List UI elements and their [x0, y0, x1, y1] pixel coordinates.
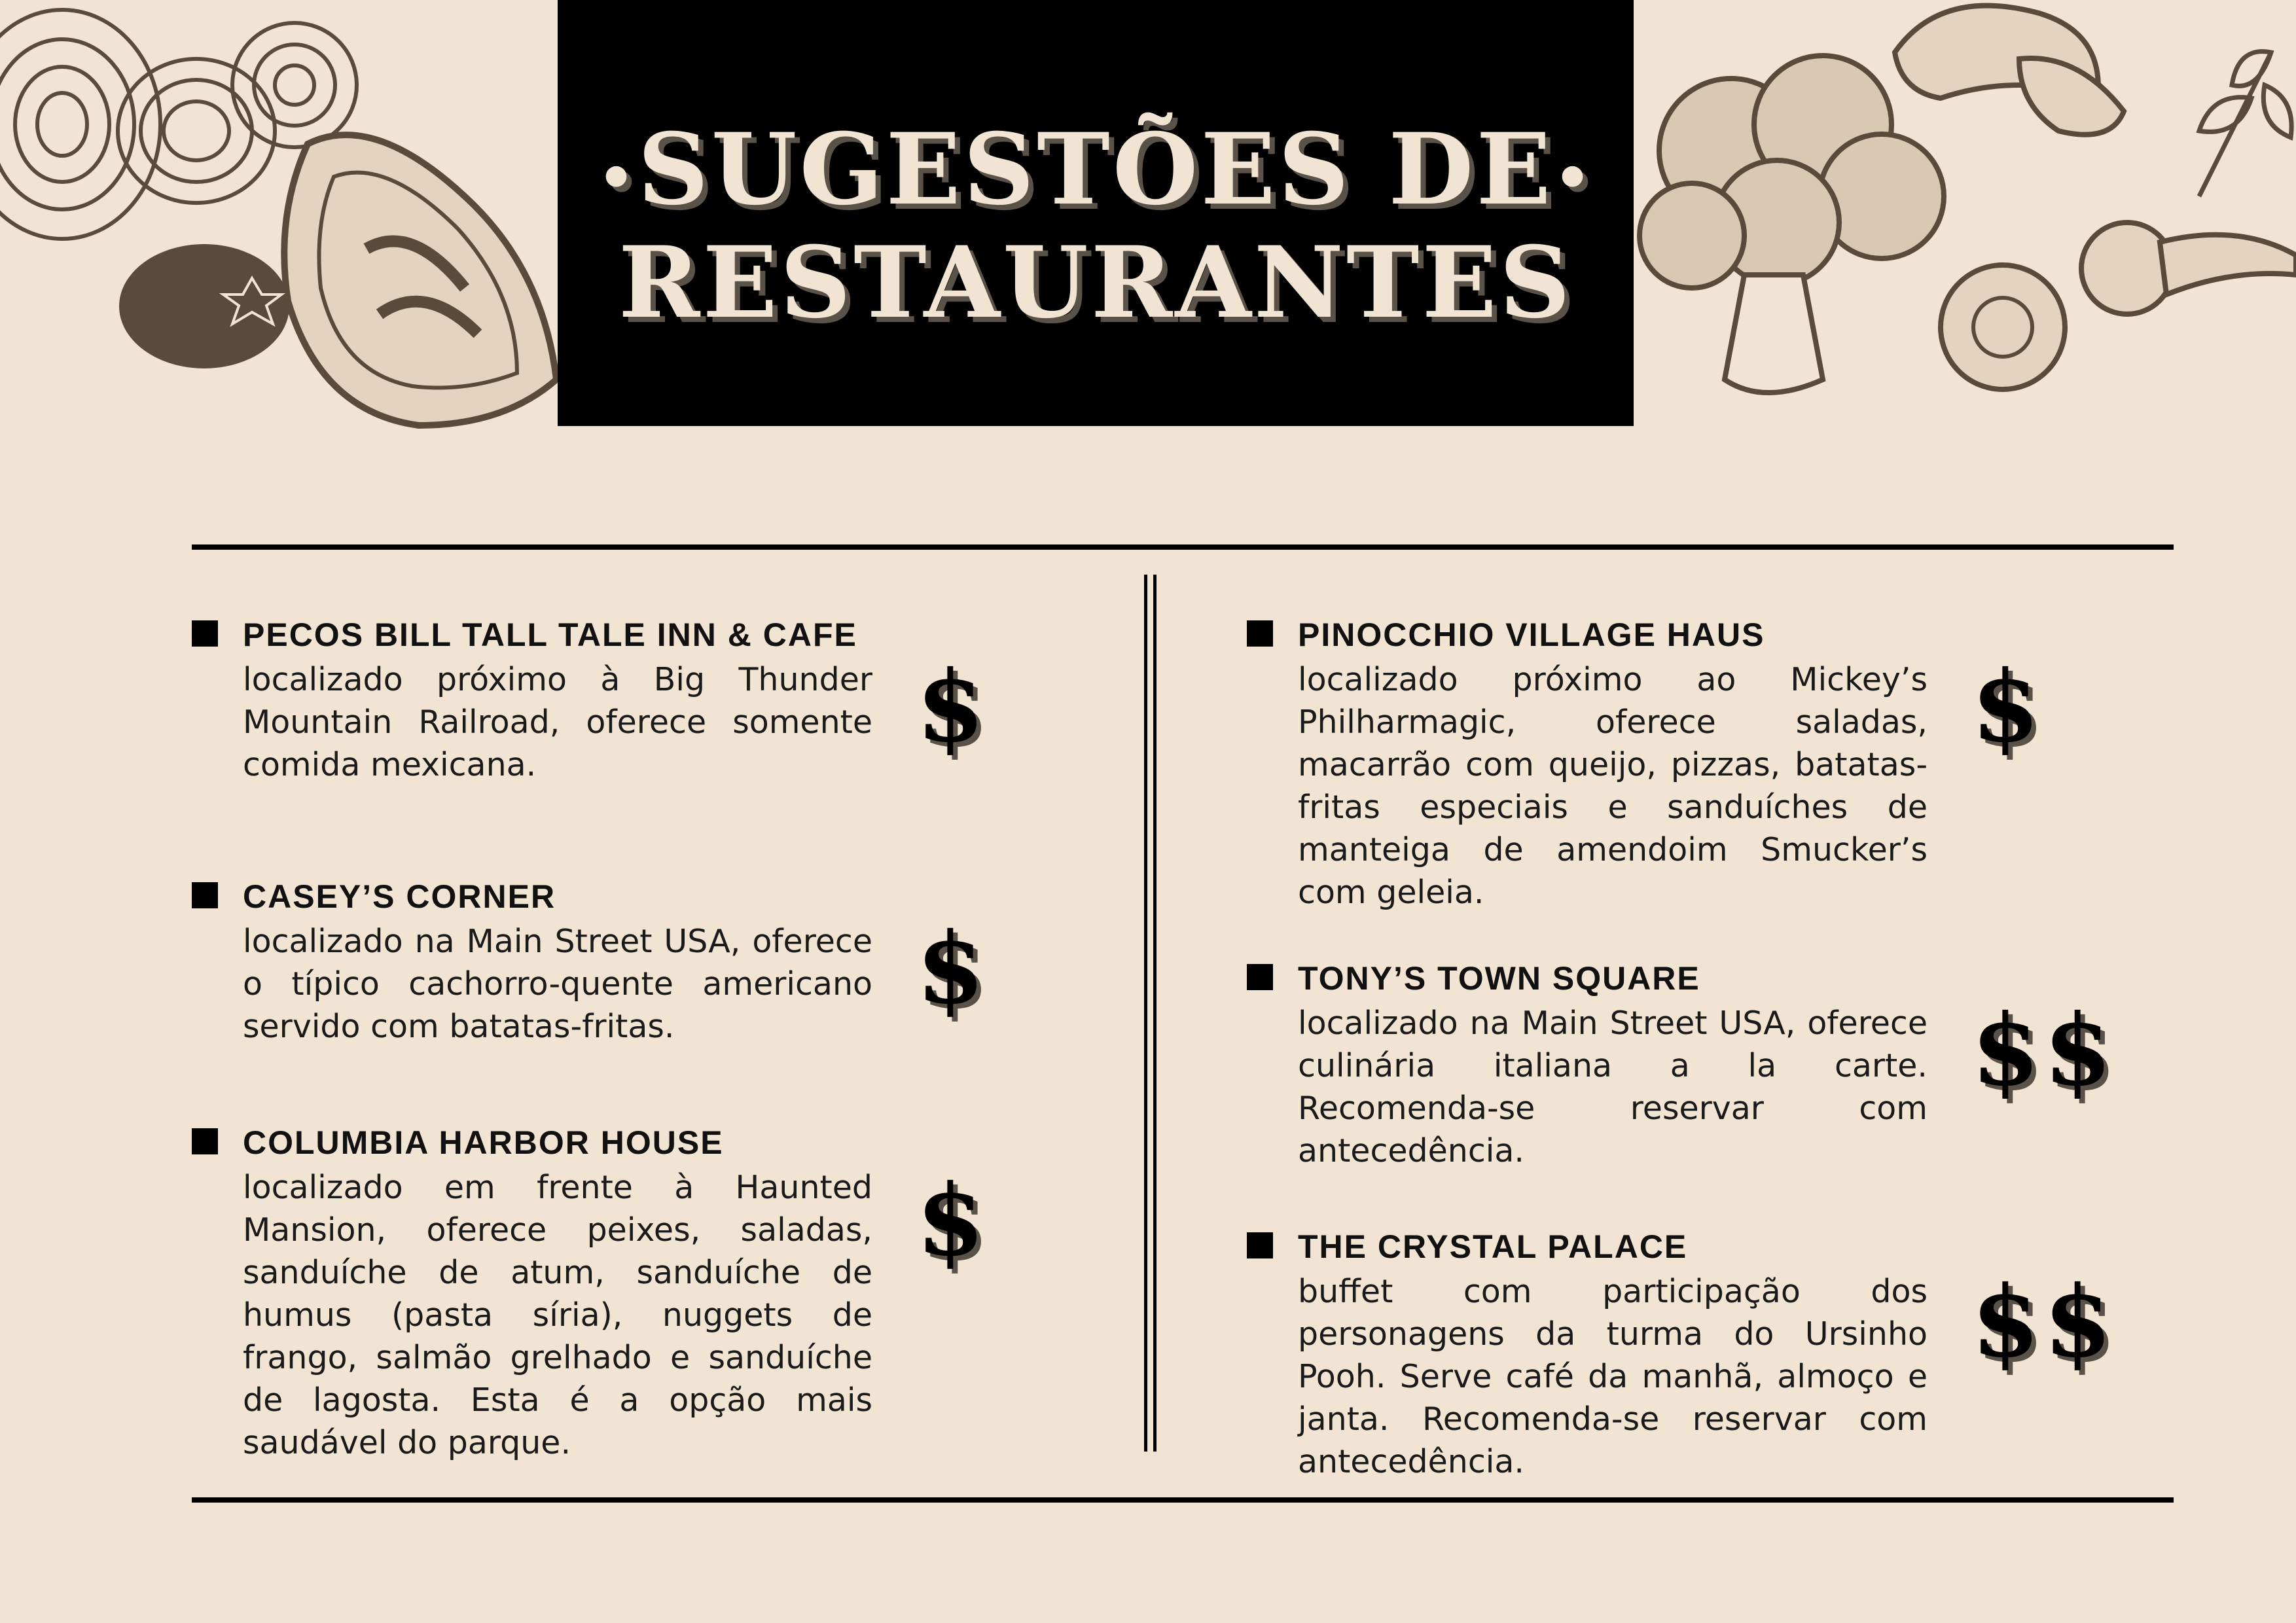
restaurant-description: localizado próximo ao Mickey’s Philharmagic, oferece saladas, macarrão com queijo, pizzas, batatas-fritas especiais e sanduíches de manteiga de amendoim Smucker’s com geleia.	[1298, 661, 1928, 911]
column-divider-left	[1144, 575, 1147, 1452]
title-line-2: RESTAURANTES	[618, 225, 1573, 341]
price-rating: $	[916, 911, 989, 1026]
restaurant-name: CASEY’S CORNER	[243, 878, 556, 915]
chili-pepper-illustration	[1937, 216, 2296, 406]
restaurant-description: localizado na Main Street USA, oferece culinária italiana a la carte. Recomenda-se reservar com antecedência.	[1298, 1005, 1928, 1169]
bullet-square	[192, 882, 218, 908]
restaurant-description: localizado em frente à Haunted Mansion, oferece peixes, saladas, sanduíche de atum, sanduíche de humus (pasta síria), nuggets de frango, salmão grelhado e sanduíche de lagosta. Esta é a opção mais saudável do parque.	[243, 1169, 872, 1461]
restaurant-name: TONY’S TOWN SQUARE	[1298, 960, 1700, 997]
bullet-square	[1247, 620, 1273, 647]
restaurant-name: PINOCCHIO VILLAGE HAUS	[1298, 616, 1765, 653]
tomato-slice-illustration	[268, 118, 560, 438]
bullet-square	[192, 1128, 218, 1154]
column-divider-right	[1153, 575, 1157, 1452]
price-rating: $$	[1971, 993, 2116, 1108]
price-rating: $	[1971, 649, 2044, 764]
restaurant-description: buffet com participação dos personagens da turma do Ursinho Pooh. Serve café da manhã, almoço e janta. Recomenda-se reservar com antecedência.	[1298, 1273, 1928, 1480]
restaurant-name: COLUMBIA HARBOR HOUSE	[243, 1124, 724, 1161]
restaurant-description: localizado próximo à Big Thunder Mountain Railroad, oferece somente comida mexicana.	[243, 661, 872, 783]
restaurant-name: THE CRYSTAL PALACE	[1298, 1228, 1688, 1265]
title-dot-right: •	[1553, 143, 1594, 213]
bottom-rule	[192, 1497, 2174, 1503]
restaurant-description: localizado na Main Street USA, oferece o típico cachorro-quente americano servido com batatas-fritas.	[243, 923, 872, 1045]
bullet-square	[1247, 964, 1273, 990]
top-rule	[192, 544, 2174, 550]
price-rating: $	[916, 1163, 989, 1278]
title-dot-left: •	[597, 143, 638, 213]
bullet-square	[192, 620, 218, 647]
price-rating: $	[916, 649, 989, 764]
cherry-tomato-illustration	[115, 239, 295, 373]
page-title	[597, 111, 1594, 341]
title-line-1: SUGESTÕES DE	[637, 111, 1554, 227]
parsley-illustration	[2173, 26, 2296, 209]
mushroom-illustration	[1888, 0, 2150, 151]
bullet-square	[1247, 1232, 1273, 1258]
price-rating: $$	[1971, 1264, 2116, 1380]
title-box	[558, 0, 1634, 426]
restaurant-name: PECOS BILL TALL TALE INN & CAFE	[243, 616, 857, 653]
